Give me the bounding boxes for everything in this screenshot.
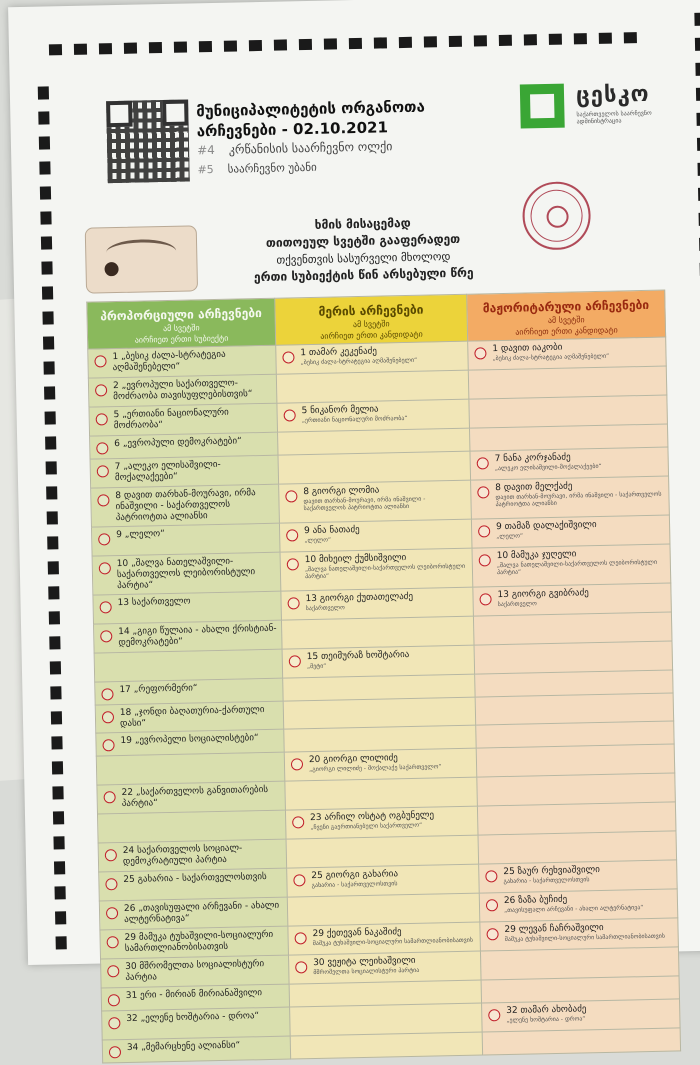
mayor-cell (279, 480, 472, 523)
majoritarian-option-label: 9 თამაზ დალაქიშვილი (495, 520, 597, 533)
mayor-cell (290, 1032, 482, 1059)
majoritarian-option-party: გახარია - საქართველოსთვის (503, 876, 590, 886)
vote-circle-icon[interactable] (291, 758, 303, 770)
mayor-cell (277, 399, 470, 432)
vote-circle-icon[interactable] (478, 525, 490, 537)
header-mayor (275, 294, 468, 345)
mayor-option-party: მშრომელთა სოციალისტური პარტია (313, 966, 420, 977)
logo-subtext: საქართველოს საარჩევნო ადმინისტრაცია (576, 109, 652, 126)
instruction-illustration (85, 225, 198, 293)
mayor-cell (290, 1003, 483, 1036)
proportional-option[interactable] (92, 524, 279, 544)
vote-circle-icon[interactable] (289, 655, 301, 667)
majoritarian-option-label: 25 ზაურ რეხვიაშვილი (503, 865, 600, 878)
proportional-option[interactable] (102, 1008, 289, 1028)
proportional-option[interactable] (99, 869, 286, 889)
proportional-option-label: 32 „ელენე ხოშტარია - დროა“ (126, 1011, 260, 1024)
majoritarian-cell (468, 337, 667, 370)
header-sub: ამ სვეტში (162, 323, 200, 334)
precinct-label: საარჩევნო უბანი (227, 160, 317, 176)
majoritarian-cell (473, 583, 672, 616)
vote-circle-icon[interactable] (99, 562, 111, 574)
majoritarian-cell (471, 476, 670, 519)
mayor-option-party: „ლელო“ (304, 536, 332, 545)
vote-circle-icon[interactable] (282, 351, 294, 363)
majoritarian-option-label: 13 გიორგი გვიბრაძე (497, 588, 589, 601)
perforation-right (694, 13, 700, 938)
majoritarian-option-party: „ელენე ხოშტარია - დროა“ (506, 1015, 586, 1025)
mayor-cell (288, 951, 481, 984)
mayor-option-party: „გიორგი ლილიძე - მოქალაქე საქართველო“ (309, 763, 442, 774)
proportional-option[interactable] (99, 840, 287, 871)
proportional-option-label: 2 „ევროპული საქართველო-მოძრაობა თავისუფლებისთვის“ (112, 378, 253, 403)
vote-circle-icon[interactable] (295, 932, 307, 944)
proportional-cell (102, 1007, 291, 1040)
proportional-cell (97, 810, 286, 843)
majoritarian-option[interactable] (472, 516, 669, 543)
proportional-option[interactable] (102, 985, 289, 1005)
header-proportional (87, 298, 276, 349)
proportional-option[interactable] (90, 433, 277, 453)
mayor-option[interactable] (276, 342, 467, 369)
proportional-option-label: 25 გახარია - საქართველოსთვის (123, 872, 267, 886)
mayor-cell (287, 893, 480, 926)
perforation-left (38, 86, 68, 961)
instruction-line-4: ერთი სუბიექტის წინ არსებული წრე (253, 265, 474, 285)
vote-circle-icon[interactable] (293, 874, 305, 886)
majoritarian-option[interactable] (480, 918, 677, 945)
majoritarian-option-label: 10 მამუკა ჯუღელი (496, 549, 577, 562)
mayor-cell (276, 341, 469, 374)
majoritarian-cell (477, 802, 676, 835)
mayor-option-party: „ერთიანი ნაციონალური მოძრაობა“ (301, 414, 408, 425)
majoritarian-option[interactable] (471, 477, 669, 511)
majoritarian-option-party: „ალეკო ელისაშვილი-მოქალაქეები“ (494, 462, 602, 473)
majoritarian-cell (472, 544, 671, 587)
proportional-option[interactable] (97, 782, 285, 813)
district-label: კრწანისის საარჩევნო ოლქი (228, 139, 393, 157)
proportional-cell (96, 752, 285, 785)
vote-circle-icon[interactable] (285, 490, 297, 502)
proportional-option[interactable] (91, 485, 279, 527)
mayor-cell (284, 748, 477, 781)
title-line-2: არჩევნები - 02.10.2021 (196, 118, 389, 141)
instruction-line-1: ხმის მისაცემად (314, 215, 411, 232)
mayor-cell (287, 864, 480, 897)
proportional-option-label: 17 „რეფორმერი“ (119, 683, 198, 696)
majoritarian-option-party: დავით თარხან-მოურავი, ირმა ინაშვილი - საქართველოს პატრიოტთა ალიანსი (495, 490, 662, 509)
precinct-number: #5 (197, 162, 214, 177)
proportional-cell (91, 484, 280, 527)
proportional-cell (98, 839, 287, 872)
mayor-cell (288, 922, 481, 955)
mayor-cell (286, 835, 479, 868)
majoritarian-option-party: „ლელო“ (496, 532, 524, 541)
majoritarian-option-party: „ბესიკ ძალა-სტრატეგია აღმაშენებელი“ (492, 352, 610, 363)
majoritarian-option[interactable] (479, 860, 676, 887)
ballot-table (86, 290, 681, 1064)
proportional-cell (90, 455, 279, 488)
vote-circle-icon[interactable] (287, 558, 299, 570)
vote-circle-icon[interactable] (287, 597, 299, 609)
majoritarian-option[interactable] (480, 889, 677, 916)
logo-text: ცესკო (575, 81, 650, 109)
majoritarian-option-label: 1 დავით იაკობი (492, 342, 563, 355)
vote-circle-icon[interactable] (479, 554, 491, 566)
majoritarian-cell (480, 918, 679, 951)
proportional-option-label: 19 „ევროპელი სოციალისტები“ (120, 733, 259, 747)
majoritarian-cell (470, 447, 669, 480)
vote-circle-icon[interactable] (107, 936, 119, 948)
majoritarian-cell (468, 366, 667, 399)
mayor-option-party: „ბესიკ ძალა-სტრატეგია აღმაშენებელი“ (300, 356, 418, 367)
proportional-cell (95, 701, 284, 733)
proportional-option-label: 6 „ევროპული დემოკრატები“ (114, 436, 242, 450)
proportional-option-label: 1 „ბესიკ ძალა-სტრატეგია აღმაშენებელი“ (112, 349, 226, 374)
majoritarian-cell (476, 744, 675, 777)
qr-code (106, 99, 190, 183)
vote-circle-icon[interactable] (100, 630, 112, 642)
mayor-option-label: 29 ქეთევან ნაკაშიძე (312, 927, 402, 940)
vote-circle-icon[interactable] (486, 899, 498, 911)
mayor-option-label: 10 მიხეილ ქუმსიშვილი (304, 553, 407, 566)
proportional-option-label: 7 „ალეკო ელისაშვილი-მოქალაქეები“ (114, 459, 221, 484)
proportional-option[interactable] (96, 702, 284, 733)
majoritarian-cell (478, 831, 677, 864)
proportional-cell (91, 523, 280, 556)
mayor-option-label: 13 გიორგი ქუთათელაძე (305, 591, 414, 605)
majoritarian-option[interactable] (473, 584, 670, 611)
proportional-option-label: 13 საქართველო (117, 596, 191, 609)
proportional-cell (93, 591, 282, 624)
majoritarian-cell (482, 1028, 680, 1055)
mayor-cell (285, 777, 478, 810)
majoritarian-cell (469, 395, 668, 428)
mayor-option[interactable] (289, 952, 480, 979)
proportional-cell (100, 926, 289, 959)
proportional-option[interactable] (93, 553, 281, 595)
proportional-option[interactable] (89, 375, 277, 406)
mayor-cell (278, 451, 471, 484)
vote-circle-icon[interactable] (101, 688, 113, 700)
proportional-cell (99, 897, 288, 930)
mayor-option[interactable] (280, 520, 471, 547)
proportional-cell (89, 403, 278, 436)
vote-circle-icon[interactable] (485, 870, 497, 882)
proportional-option[interactable] (100, 898, 288, 929)
majoritarian-option-label: 26 ზაზა ბუჩიძე (503, 894, 568, 907)
mayor-cell (276, 370, 469, 403)
mayor-option-label: 8 გიორგი ლომია (303, 485, 380, 498)
proportional-cell (101, 955, 290, 988)
mayor-option-party: მამუკა ტუხაშვილი-სოციალური სამართლიანობისათვის (312, 936, 474, 948)
vote-circle-icon[interactable] (100, 601, 112, 613)
proportional-cell (88, 374, 277, 407)
majoritarian-option-party: „შალვა ნათელაშვილი-საქართველოს ლეიბორისტული პარტია“ (496, 558, 658, 577)
proportional-option-label: 9 „ლელო“ (116, 529, 165, 541)
mayor-option[interactable] (281, 588, 472, 615)
majoritarian-cell (480, 947, 679, 980)
proportional-option[interactable] (94, 621, 282, 652)
majoritarian-option-label: 8 დავით მელქაძე (495, 481, 573, 494)
mayor-option-label: 30 ვეჟიტა ლეიხაშვილი (313, 955, 416, 969)
majoritarian-cell (475, 693, 674, 725)
proportional-option-label: 10 „შალვა ნათელაშვილი-საქართველოს ლეიბორისტული პარტია“ (116, 556, 256, 592)
vote-circle-icon[interactable] (286, 529, 298, 541)
mayor-cell (282, 645, 475, 678)
vote-circle-icon[interactable] (109, 1046, 121, 1058)
majoritarian-option-label: 7 ნანა კორჯანაძე (494, 452, 571, 465)
proportional-cell (92, 552, 281, 595)
majoritarian-cell (477, 773, 676, 806)
proportional-option[interactable] (101, 956, 289, 987)
proportional-option-label: 22 „საქართველოს განვითარების პარტია“ (121, 784, 269, 810)
vote-circle-icon[interactable] (96, 413, 108, 425)
majoritarian-option-label: 32 თამარ ახობაძე (506, 1004, 587, 1017)
header-sub: ამ სვეტში (547, 315, 585, 326)
vote-circle-icon[interactable] (95, 384, 107, 396)
proportional-option[interactable] (91, 456, 279, 487)
mayor-option[interactable] (277, 400, 468, 427)
header-sub: აირჩიეთ ერთი კანდიდატი (320, 329, 423, 341)
mayor-option-party: „შალვა ნათელაშვილი-საქართველოს ლეიბორისტული პარტია“ (304, 562, 466, 581)
mayor-option[interactable] (285, 749, 476, 776)
proportional-option[interactable] (95, 679, 282, 699)
proportional-option-label: 14 „გიგი წულაია - ახალი ქრისტიან-დემოკრატები“ (118, 623, 277, 649)
mayor-cell (279, 519, 472, 552)
header-title: მაჟორიტარული არჩევნები (482, 297, 650, 316)
majoritarian-option[interactable] (473, 545, 671, 579)
proportional-cell (102, 1036, 290, 1063)
vote-circle-icon[interactable] (97, 494, 109, 506)
vote-circle-icon[interactable] (102, 711, 114, 723)
precinct-line (197, 161, 316, 176)
vote-circle-icon[interactable] (106, 907, 118, 919)
voting-instructions (203, 213, 524, 288)
vote-circle-icon[interactable] (97, 465, 109, 477)
vote-circle-icon[interactable] (98, 533, 110, 545)
proportional-option-label: 31 ერი - მირიან მირიანაშვილი (125, 988, 263, 1001)
mayor-option-party: „ჩვენი გაერთიანებული საქართველო“ (310, 821, 423, 832)
proportional-option[interactable] (88, 346, 276, 377)
proportional-option[interactable] (100, 927, 288, 958)
ballot-title (196, 97, 425, 142)
mayor-cell (281, 587, 474, 620)
proportional-option-label: 30 მშრომელთა სოციალისტური პარტია (125, 959, 265, 984)
instruction-line-3: თქვენთვის სასურველი მხოლოდ (276, 250, 451, 267)
majoritarian-option-label: 29 ლევან ჩაჩრაშვილი (504, 922, 604, 936)
vote-circle-icon[interactable] (486, 928, 498, 940)
proportional-option[interactable] (103, 1037, 290, 1057)
ballot-paper (8, 0, 700, 1053)
vote-circle-icon[interactable] (292, 816, 304, 828)
proportional-option[interactable] (89, 404, 277, 435)
vote-circle-icon[interactable] (107, 965, 119, 977)
majoritarian-option-party: „თავისუფალი არჩევანი - ახალი ალტერნატივა“ (504, 904, 644, 915)
mayor-cell (281, 616, 474, 649)
majoritarian-cell (473, 612, 672, 645)
header-majoritarian (467, 290, 666, 341)
title-line-1: მუნიციპალიტეტის ორგანოთა (196, 97, 425, 121)
vote-circle-icon[interactable] (94, 355, 106, 367)
mayor-option-label: 9 ანა ნათაძე (304, 524, 360, 537)
mayor-option[interactable] (288, 923, 479, 950)
mayor-option-label: 15 თეიმურაზ ხოშტარია (306, 649, 410, 663)
proportional-cell (88, 345, 277, 378)
perforation-top (49, 27, 669, 54)
vote-circle-icon[interactable] (105, 878, 117, 890)
vote-circle-icon[interactable] (477, 486, 489, 498)
majoritarian-cell (482, 999, 681, 1032)
ballot-rows (88, 337, 681, 1063)
mayor-option[interactable] (283, 646, 474, 673)
vote-circle-icon[interactable] (284, 409, 296, 421)
official-stamp (522, 181, 591, 250)
vote-circle-icon[interactable] (105, 849, 117, 861)
majoritarian-option[interactable] (470, 448, 667, 475)
header-sub: აირჩიეთ ერთი კანდიდატი (515, 325, 618, 337)
header-title: მერის არჩევნები (318, 302, 424, 319)
mayor-option[interactable] (287, 865, 478, 892)
mayor-option[interactable] (279, 481, 471, 515)
majoritarian-cell (479, 889, 678, 922)
header-sub: ამ სვეტში (352, 319, 390, 330)
district-number: #4 (196, 142, 215, 158)
vote-circle-icon[interactable] (477, 457, 489, 469)
majoritarian-cell (474, 641, 673, 674)
mayor-cell (285, 806, 478, 839)
proportional-option[interactable] (96, 730, 283, 750)
mayor-option-label: 1 თამარ კეკენაძე (300, 346, 378, 359)
proportional-option[interactable] (93, 592, 280, 612)
header-sub: აირჩიეთ ერთი სუბიექტი (134, 333, 229, 345)
mayor-option-label: 23 არჩილ ოსტატ ოგბუნელე (310, 810, 435, 824)
mayor-cell (280, 548, 473, 591)
logo-square-icon (520, 84, 565, 129)
vote-circle-icon[interactable] (102, 739, 114, 751)
proportional-cell (94, 649, 283, 682)
vote-circle-icon[interactable] (96, 442, 108, 454)
vote-circle-icon[interactable] (104, 791, 116, 803)
proportional-option-label: 8 დავით თარხან-მოურავი, ირმა ინაშვილი - საქართველოს პატრიოტთა ალიანსი (115, 488, 256, 524)
mayor-option-party: დავით თარხან-მოურავი, ირმა ინაშვილი - საქართველოს პატრიოტთა ალიანსი (303, 495, 426, 513)
mayor-option[interactable] (286, 807, 477, 834)
proportional-option-label: 18 „ჯონდი ბაღათურია-ქართული დასი“ (119, 705, 265, 730)
mayor-option-label: 20 გიორგი ლილიძე (308, 753, 398, 766)
proportional-option-label: 29 მამუკა ტუხაშვილი-სოციალური სამართლიანობისათვის (124, 929, 274, 955)
mayor-option-label: 5 ნიკანორ მელია (301, 404, 379, 417)
mayor-option-party: „მეტი“ (306, 662, 327, 671)
majoritarian-option[interactable] (468, 338, 665, 365)
proportional-option-label: 24 საქართველოს სოციალ-დემოკრატიული პარტია (122, 843, 243, 868)
proportional-cell (99, 868, 288, 901)
proportional-option-label: 5 „ერთიანი ნაციონალური მოძრაობა“ (113, 407, 229, 432)
vote-circle-icon[interactable] (108, 1017, 120, 1029)
mayor-cell (283, 697, 476, 729)
vote-circle-icon[interactable] (488, 1009, 500, 1021)
cesko-logo (520, 82, 661, 135)
majoritarian-cell (479, 860, 678, 893)
proportional-cell (97, 781, 286, 814)
vote-circle-icon[interactable] (108, 994, 120, 1006)
majoritarian-option-party: საქართველო (497, 600, 537, 609)
proportional-option-label: 26 „თავისუფალი არჩევანი - ახალი ალტერნატივა“ (123, 900, 280, 926)
vote-circle-icon[interactable] (295, 961, 307, 973)
proportional-cell (94, 620, 283, 653)
district-line (197, 139, 393, 157)
mayor-option-party: გახარია - საქართველოსთვის (311, 880, 398, 890)
mayor-option[interactable] (281, 549, 473, 583)
vote-circle-icon[interactable] (474, 347, 486, 359)
majoritarian-option-party: მამუკა ტუხაშვილი-სოციალური სამართლიანობისათვის (504, 932, 665, 944)
vote-circle-icon[interactable] (479, 593, 491, 605)
mayor-option-party: საქართველო (305, 604, 345, 613)
mayor-option-label: 25 გიორგი გახარია (311, 869, 399, 882)
header-title: პროპორციული არჩევნები (100, 306, 262, 324)
majoritarian-cell (471, 515, 670, 548)
proportional-option-label: 34 „მემარცხენე ალიანსი“ (126, 1040, 241, 1053)
majoritarian-option[interactable] (482, 999, 679, 1026)
instruction-line-2: თითოეულ სვეტში გააფერადეთ (265, 231, 461, 250)
